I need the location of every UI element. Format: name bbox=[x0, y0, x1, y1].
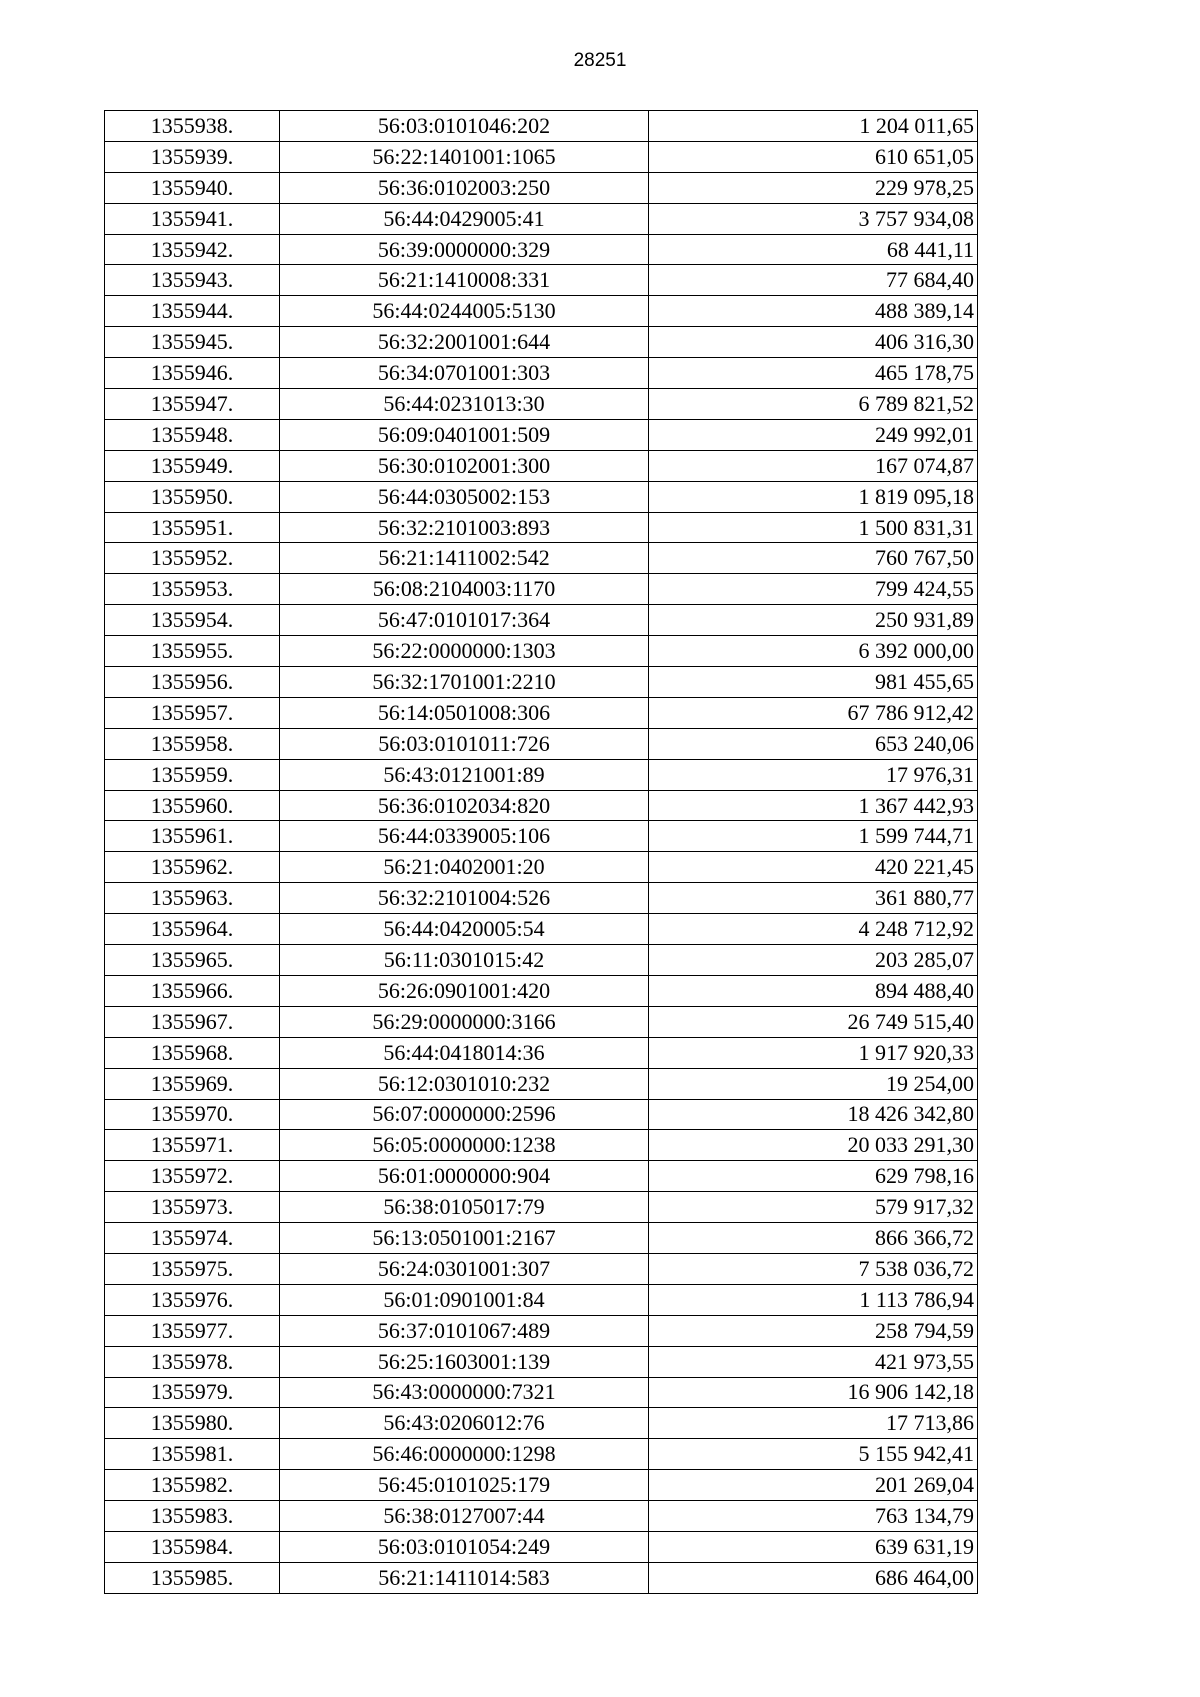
cadastral-value-cell: 1 113 786,94 bbox=[649, 1284, 978, 1315]
row-number-cell: 1355947. bbox=[105, 389, 280, 420]
table-row bbox=[105, 1531, 978, 1562]
cadastral-number-cell: 56:03:0101011:726 bbox=[280, 728, 649, 759]
cadastral-value-cell: 406 316,30 bbox=[649, 327, 978, 358]
row-number-cell: 1355979. bbox=[105, 1377, 280, 1408]
table-row bbox=[105, 172, 978, 203]
row-number-cell: 1355946. bbox=[105, 358, 280, 389]
table-row bbox=[105, 419, 978, 450]
table-row bbox=[105, 728, 978, 759]
cadastral-value-cell: 17 713,86 bbox=[649, 1408, 978, 1439]
cadastral-value-cell: 579 917,32 bbox=[649, 1192, 978, 1223]
table-row bbox=[105, 203, 978, 234]
cadastral-value-cell: 77 684,40 bbox=[649, 265, 978, 296]
table-row bbox=[105, 1192, 978, 1223]
table-row bbox=[105, 1470, 978, 1501]
cadastral-number-cell: 56:30:0102001:300 bbox=[280, 450, 649, 481]
row-number-cell: 1355972. bbox=[105, 1161, 280, 1192]
cadastral-number-cell: 56:32:2101004:526 bbox=[280, 883, 649, 914]
cadastral-value-cell: 5 155 942,41 bbox=[649, 1439, 978, 1470]
cadastral-number-cell: 56:36:0102034:820 bbox=[280, 790, 649, 821]
row-number-cell: 1355949. bbox=[105, 450, 280, 481]
table-row bbox=[105, 945, 978, 976]
cadastral-value-cell: 1 819 095,18 bbox=[649, 481, 978, 512]
row-number-cell: 1355950. bbox=[105, 481, 280, 512]
cadastral-number-cell: 56:13:0501001:2167 bbox=[280, 1223, 649, 1254]
table-row bbox=[105, 605, 978, 636]
registry-table bbox=[104, 110, 978, 1594]
cadastral-value-cell: 1 500 831,31 bbox=[649, 512, 978, 543]
row-number-cell: 1355975. bbox=[105, 1253, 280, 1284]
row-number-cell: 1355951. bbox=[105, 512, 280, 543]
table-row bbox=[105, 574, 978, 605]
row-number-cell: 1355983. bbox=[105, 1501, 280, 1532]
row-number-cell: 1355971. bbox=[105, 1130, 280, 1161]
cadastral-number-cell: 56:44:0244005:5130 bbox=[280, 296, 649, 327]
cadastral-number-cell: 56:14:0501008:306 bbox=[280, 697, 649, 728]
table-row bbox=[105, 327, 978, 358]
row-number-cell: 1355959. bbox=[105, 759, 280, 790]
cadastral-value-cell: 1 917 920,33 bbox=[649, 1037, 978, 1068]
table-row bbox=[105, 790, 978, 821]
row-number-cell: 1355945. bbox=[105, 327, 280, 358]
row-number-cell: 1355982. bbox=[105, 1470, 280, 1501]
table-row bbox=[105, 265, 978, 296]
cadastral-number-cell: 56:47:0101017:364 bbox=[280, 605, 649, 636]
row-number-cell: 1355981. bbox=[105, 1439, 280, 1470]
row-number-cell: 1355973. bbox=[105, 1192, 280, 1223]
table-row bbox=[105, 389, 978, 420]
table-row bbox=[105, 697, 978, 728]
row-number-cell: 1355958. bbox=[105, 728, 280, 759]
table-row bbox=[105, 296, 978, 327]
row-number-cell: 1355970. bbox=[105, 1099, 280, 1130]
cadastral-value-cell: 229 978,25 bbox=[649, 172, 978, 203]
row-number-cell: 1355976. bbox=[105, 1284, 280, 1315]
cadastral-value-cell: 799 424,55 bbox=[649, 574, 978, 605]
cadastral-number-cell: 56:45:0101025:179 bbox=[280, 1470, 649, 1501]
cadastral-number-cell: 56:05:0000000:1238 bbox=[280, 1130, 649, 1161]
table-row bbox=[105, 1562, 978, 1593]
cadastral-value-cell: 760 767,50 bbox=[649, 543, 978, 574]
table-row bbox=[105, 1346, 978, 1377]
cadastral-value-cell: 250 931,89 bbox=[649, 605, 978, 636]
cadastral-value-cell: 6 392 000,00 bbox=[649, 636, 978, 667]
cadastral-value-cell: 1 367 442,93 bbox=[649, 790, 978, 821]
row-number-cell: 1355941. bbox=[105, 203, 280, 234]
table-row bbox=[105, 914, 978, 945]
row-number-cell: 1355940. bbox=[105, 172, 280, 203]
row-number-cell: 1355956. bbox=[105, 667, 280, 698]
table-body bbox=[105, 111, 978, 1594]
cadastral-value-cell: 488 389,14 bbox=[649, 296, 978, 327]
table-row bbox=[105, 1501, 978, 1532]
cadastral-value-cell: 420 221,45 bbox=[649, 852, 978, 883]
cadastral-value-cell: 7 538 036,72 bbox=[649, 1253, 978, 1284]
row-number-cell: 1355939. bbox=[105, 141, 280, 172]
row-number-cell: 1355952. bbox=[105, 543, 280, 574]
cadastral-number-cell: 56:25:1603001:139 bbox=[280, 1346, 649, 1377]
row-number-cell: 1355961. bbox=[105, 821, 280, 852]
table-row bbox=[105, 1037, 978, 1068]
cadastral-value-cell: 1 204 011,65 bbox=[649, 111, 978, 142]
table-row bbox=[105, 450, 978, 481]
table-row bbox=[105, 1006, 978, 1037]
cadastral-number-cell: 56:03:0101054:249 bbox=[280, 1531, 649, 1562]
cadastral-value-cell: 258 794,59 bbox=[649, 1315, 978, 1346]
table-row bbox=[105, 759, 978, 790]
cadastral-number-cell: 56:43:0000000:7321 bbox=[280, 1377, 649, 1408]
cadastral-value-cell: 16 906 142,18 bbox=[649, 1377, 978, 1408]
cadastral-value-cell: 4 248 712,92 bbox=[649, 914, 978, 945]
row-number-cell: 1355944. bbox=[105, 296, 280, 327]
cadastral-value-cell: 1 599 744,71 bbox=[649, 821, 978, 852]
page-number: 28251 bbox=[573, 50, 627, 71]
cadastral-value-cell: 421 973,55 bbox=[649, 1346, 978, 1377]
cadastral-value-cell: 20 033 291,30 bbox=[649, 1130, 978, 1161]
cadastral-value-cell: 68 441,11 bbox=[649, 234, 978, 265]
cadastral-number-cell: 56:12:0301010:232 bbox=[280, 1068, 649, 1099]
row-number-cell: 1355984. bbox=[105, 1531, 280, 1562]
table-row bbox=[105, 1068, 978, 1099]
cadastral-value-cell: 763 134,79 bbox=[649, 1501, 978, 1532]
cadastral-value-cell: 361 880,77 bbox=[649, 883, 978, 914]
table-row bbox=[105, 852, 978, 883]
row-number-cell: 1355963. bbox=[105, 883, 280, 914]
cadastral-value-cell: 167 074,87 bbox=[649, 450, 978, 481]
row-number-cell: 1355977. bbox=[105, 1315, 280, 1346]
cadastral-number-cell: 56:22:1401001:1065 bbox=[280, 141, 649, 172]
row-number-cell: 1355965. bbox=[105, 945, 280, 976]
cadastral-value-cell: 3 757 934,08 bbox=[649, 203, 978, 234]
cadastral-value-cell: 201 269,04 bbox=[649, 1470, 978, 1501]
table-row bbox=[105, 821, 978, 852]
row-number-cell: 1355953. bbox=[105, 574, 280, 605]
table-row bbox=[105, 1377, 978, 1408]
row-number-cell: 1355964. bbox=[105, 914, 280, 945]
table-row bbox=[105, 1439, 978, 1470]
cadastral-number-cell: 56:09:0401001:509 bbox=[280, 419, 649, 450]
cadastral-number-cell: 56:44:0429005:41 bbox=[280, 203, 649, 234]
cadastral-value-cell: 19 254,00 bbox=[649, 1068, 978, 1099]
cadastral-number-cell: 56:01:0000000:904 bbox=[280, 1161, 649, 1192]
cadastral-value-cell: 610 651,05 bbox=[649, 141, 978, 172]
cadastral-number-cell: 56:37:0101067:489 bbox=[280, 1315, 649, 1346]
row-number-cell: 1355967. bbox=[105, 1006, 280, 1037]
row-number-cell: 1355942. bbox=[105, 234, 280, 265]
cadastral-number-cell: 56:39:0000000:329 bbox=[280, 234, 649, 265]
cadastral-number-cell: 56:21:1411002:542 bbox=[280, 543, 649, 574]
table-row bbox=[105, 1099, 978, 1130]
cadastral-number-cell: 56:32:2101003:893 bbox=[280, 512, 649, 543]
cadastral-number-cell: 56:43:0206012:76 bbox=[280, 1408, 649, 1439]
table-row bbox=[105, 1253, 978, 1284]
cadastral-number-cell: 56:44:0418014:36 bbox=[280, 1037, 649, 1068]
cadastral-number-cell: 56:21:1411014:583 bbox=[280, 1562, 649, 1593]
cadastral-value-cell: 26 749 515,40 bbox=[649, 1006, 978, 1037]
table-row bbox=[105, 481, 978, 512]
row-number-cell: 1355968. bbox=[105, 1037, 280, 1068]
cadastral-value-cell: 866 366,72 bbox=[649, 1223, 978, 1254]
table-row bbox=[105, 1315, 978, 1346]
row-number-cell: 1355943. bbox=[105, 265, 280, 296]
cadastral-number-cell: 56:32:1701001:2210 bbox=[280, 667, 649, 698]
cadastral-value-cell: 249 992,01 bbox=[649, 419, 978, 450]
table-row bbox=[105, 1130, 978, 1161]
table-row bbox=[105, 111, 978, 142]
cadastral-number-cell: 56:24:0301001:307 bbox=[280, 1253, 649, 1284]
row-number-cell: 1355969. bbox=[105, 1068, 280, 1099]
cadastral-number-cell: 56:21:1410008:331 bbox=[280, 265, 649, 296]
table-row bbox=[105, 667, 978, 698]
table-row bbox=[105, 975, 978, 1006]
cadastral-value-cell: 17 976,31 bbox=[649, 759, 978, 790]
cadastral-number-cell: 56:44:0339005:106 bbox=[280, 821, 649, 852]
cadastral-number-cell: 56:32:2001001:644 bbox=[280, 327, 649, 358]
cadastral-number-cell: 56:26:0901001:420 bbox=[280, 975, 649, 1006]
row-number-cell: 1355954. bbox=[105, 605, 280, 636]
cadastral-value-cell: 894 488,40 bbox=[649, 975, 978, 1006]
cadastral-number-cell: 56:34:0701001:303 bbox=[280, 358, 649, 389]
cadastral-number-cell: 56:11:0301015:42 bbox=[280, 945, 649, 976]
cadastral-value-cell: 639 631,19 bbox=[649, 1531, 978, 1562]
row-number-cell: 1355980. bbox=[105, 1408, 280, 1439]
cadastral-number-cell: 56:01:0901001:84 bbox=[280, 1284, 649, 1315]
row-number-cell: 1355957. bbox=[105, 697, 280, 728]
table-row bbox=[105, 636, 978, 667]
table-row bbox=[105, 234, 978, 265]
cadastral-number-cell: 56:44:0305002:153 bbox=[280, 481, 649, 512]
cadastral-number-cell: 56:38:0105017:79 bbox=[280, 1192, 649, 1223]
cadastral-value-cell: 18 426 342,80 bbox=[649, 1099, 978, 1130]
row-number-cell: 1355974. bbox=[105, 1223, 280, 1254]
row-number-cell: 1355978. bbox=[105, 1346, 280, 1377]
row-number-cell: 1355938. bbox=[105, 111, 280, 142]
cadastral-number-cell: 56:38:0127007:44 bbox=[280, 1501, 649, 1532]
cadastral-number-cell: 56:44:0231013:30 bbox=[280, 389, 649, 420]
row-number-cell: 1355955. bbox=[105, 636, 280, 667]
table-row bbox=[105, 1223, 978, 1254]
table-row bbox=[105, 512, 978, 543]
cadastral-number-cell: 56:07:0000000:2596 bbox=[280, 1099, 649, 1130]
table-row bbox=[105, 1408, 978, 1439]
cadastral-number-cell: 56:22:0000000:1303 bbox=[280, 636, 649, 667]
cadastral-number-cell: 56:29:0000000:3166 bbox=[280, 1006, 649, 1037]
table-row bbox=[105, 1284, 978, 1315]
table-row bbox=[105, 358, 978, 389]
cadastral-value-cell: 6 789 821,52 bbox=[649, 389, 978, 420]
table-row bbox=[105, 1161, 978, 1192]
cadastral-number-cell: 56:03:0101046:202 bbox=[280, 111, 649, 142]
cadastral-number-cell: 56:43:0121001:89 bbox=[280, 759, 649, 790]
cadastral-number-cell: 56:46:0000000:1298 bbox=[280, 1439, 649, 1470]
row-number-cell: 1355960. bbox=[105, 790, 280, 821]
table-row bbox=[105, 141, 978, 172]
table-row bbox=[105, 883, 978, 914]
cadastral-value-cell: 981 455,65 bbox=[649, 667, 978, 698]
row-number-cell: 1355962. bbox=[105, 852, 280, 883]
cadastral-value-cell: 686 464,00 bbox=[649, 1562, 978, 1593]
cadastral-value-cell: 653 240,06 bbox=[649, 728, 978, 759]
cadastral-value-cell: 629 798,16 bbox=[649, 1161, 978, 1192]
cadastral-value-cell: 203 285,07 bbox=[649, 945, 978, 976]
cadastral-number-cell: 56:21:0402001:20 bbox=[280, 852, 649, 883]
row-number-cell: 1355966. bbox=[105, 975, 280, 1006]
table-row bbox=[105, 543, 978, 574]
row-number-cell: 1355948. bbox=[105, 419, 280, 450]
cadastral-number-cell: 56:08:2104003:1170 bbox=[280, 574, 649, 605]
row-number-cell: 1355985. bbox=[105, 1562, 280, 1593]
cadastral-value-cell: 67 786 912,42 bbox=[649, 697, 978, 728]
cadastral-value-cell: 465 178,75 bbox=[649, 358, 978, 389]
cadastral-number-cell: 56:44:0420005:54 bbox=[280, 914, 649, 945]
cadastral-number-cell: 56:36:0102003:250 bbox=[280, 172, 649, 203]
